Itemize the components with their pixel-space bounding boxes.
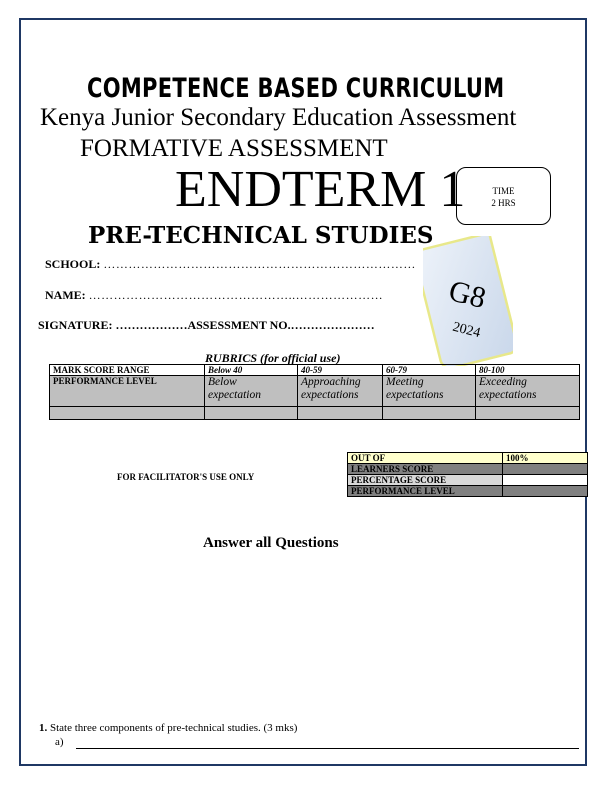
rubrics-level-row	[50, 376, 580, 407]
level-cell	[298, 376, 383, 407]
level-cell	[205, 376, 298, 407]
level-line: expectations	[479, 389, 537, 401]
learners-score-value[interactable]	[503, 464, 588, 475]
assessment-body: Kenya Junior Secondary Education Assessment	[40, 104, 517, 131]
term-title: ENDTERM 1	[175, 161, 466, 218]
subject-title: PRE-TECHNICAL STUDIES	[88, 222, 434, 249]
blank-cell	[383, 407, 476, 420]
learners-score-row	[348, 464, 588, 475]
blank-cell	[476, 407, 580, 420]
time-label: TIME	[492, 186, 515, 196]
question-number: 1.	[39, 722, 48, 734]
out-of-row	[348, 453, 588, 464]
signature-dots: ………………	[115, 318, 188, 332]
range-cell: 60-79	[383, 365, 476, 376]
blank-cell	[50, 407, 205, 420]
badge-grade: G8	[445, 274, 490, 315]
rubrics-range-row	[50, 365, 580, 376]
level-line: expectations	[301, 389, 359, 401]
level-label: PERFORMANCE LEVEL	[50, 376, 205, 407]
rubrics-title: RUBRICS (for official use)	[205, 351, 341, 365]
blank-cell	[205, 407, 298, 420]
question-1-sub-a: a)	[55, 736, 64, 748]
range-cell: 80-100	[476, 365, 580, 376]
range-cell: Below 40	[205, 365, 298, 376]
name-field[interactable]	[45, 288, 383, 303]
out-of-label: OUT OF	[348, 453, 503, 464]
performance-level-row	[348, 486, 588, 497]
level-line: Below	[208, 376, 237, 388]
school-label: SCHOOL:	[45, 257, 101, 271]
facilitator-label: FOR FACILITATOR'S USE ONLY	[117, 472, 255, 482]
percentage-score-value[interactable]	[503, 475, 588, 486]
out-of-value: 100%	[503, 453, 588, 464]
level-cell	[476, 376, 580, 407]
level-line: Meeting	[386, 376, 424, 388]
curriculum-title: COMPETENCE BASED CURRICULUM	[87, 73, 505, 103]
level-cell	[383, 376, 476, 407]
time-box	[456, 167, 551, 225]
level-line: Approaching	[301, 376, 361, 388]
answer-line[interactable]	[76, 748, 579, 749]
range-label: MARK SCORE RANGE	[50, 365, 205, 376]
rubrics-table	[49, 364, 580, 420]
level-line: Exceeding	[479, 376, 527, 388]
grade-badge	[423, 236, 513, 366]
question-text: State three components of pre-technical studies. (3 mks)	[50, 722, 298, 734]
time-value: 2 HRS	[491, 198, 516, 208]
name-label: NAME:	[45, 288, 86, 302]
school-field[interactable]	[45, 257, 416, 272]
score-table	[347, 452, 588, 497]
instructions: Answer all Questions	[203, 535, 339, 551]
level-line: expectations	[386, 389, 444, 401]
school-dots: …………………………………………………………………	[103, 257, 416, 271]
blank-cell	[298, 407, 383, 420]
assessment-type: FORMATIVE ASSESSMENT	[80, 135, 388, 162]
assessment-no-dots: …………………	[290, 318, 375, 332]
level-line: expectation	[208, 389, 262, 401]
learners-score-label: LEARNERS SCORE	[348, 464, 503, 475]
percentage-score-row	[348, 475, 588, 486]
badge-year: 2024	[450, 319, 482, 342]
range-cell: 40-59	[298, 365, 383, 376]
percentage-score-label: PERCENTAGE SCORE	[348, 475, 503, 486]
signature-label: SIGNATURE:	[38, 318, 116, 332]
rubrics-blank-row	[50, 407, 580, 420]
signature-field[interactable]	[38, 318, 375, 333]
performance-level-label: PERFORMANCE LEVEL	[348, 486, 503, 497]
performance-level-value[interactable]	[503, 486, 588, 497]
question-1	[39, 722, 297, 734]
name-dots: …………………………………………..…………………	[88, 288, 384, 302]
assessment-no-label: ASSESSMENT NO.	[187, 318, 291, 332]
